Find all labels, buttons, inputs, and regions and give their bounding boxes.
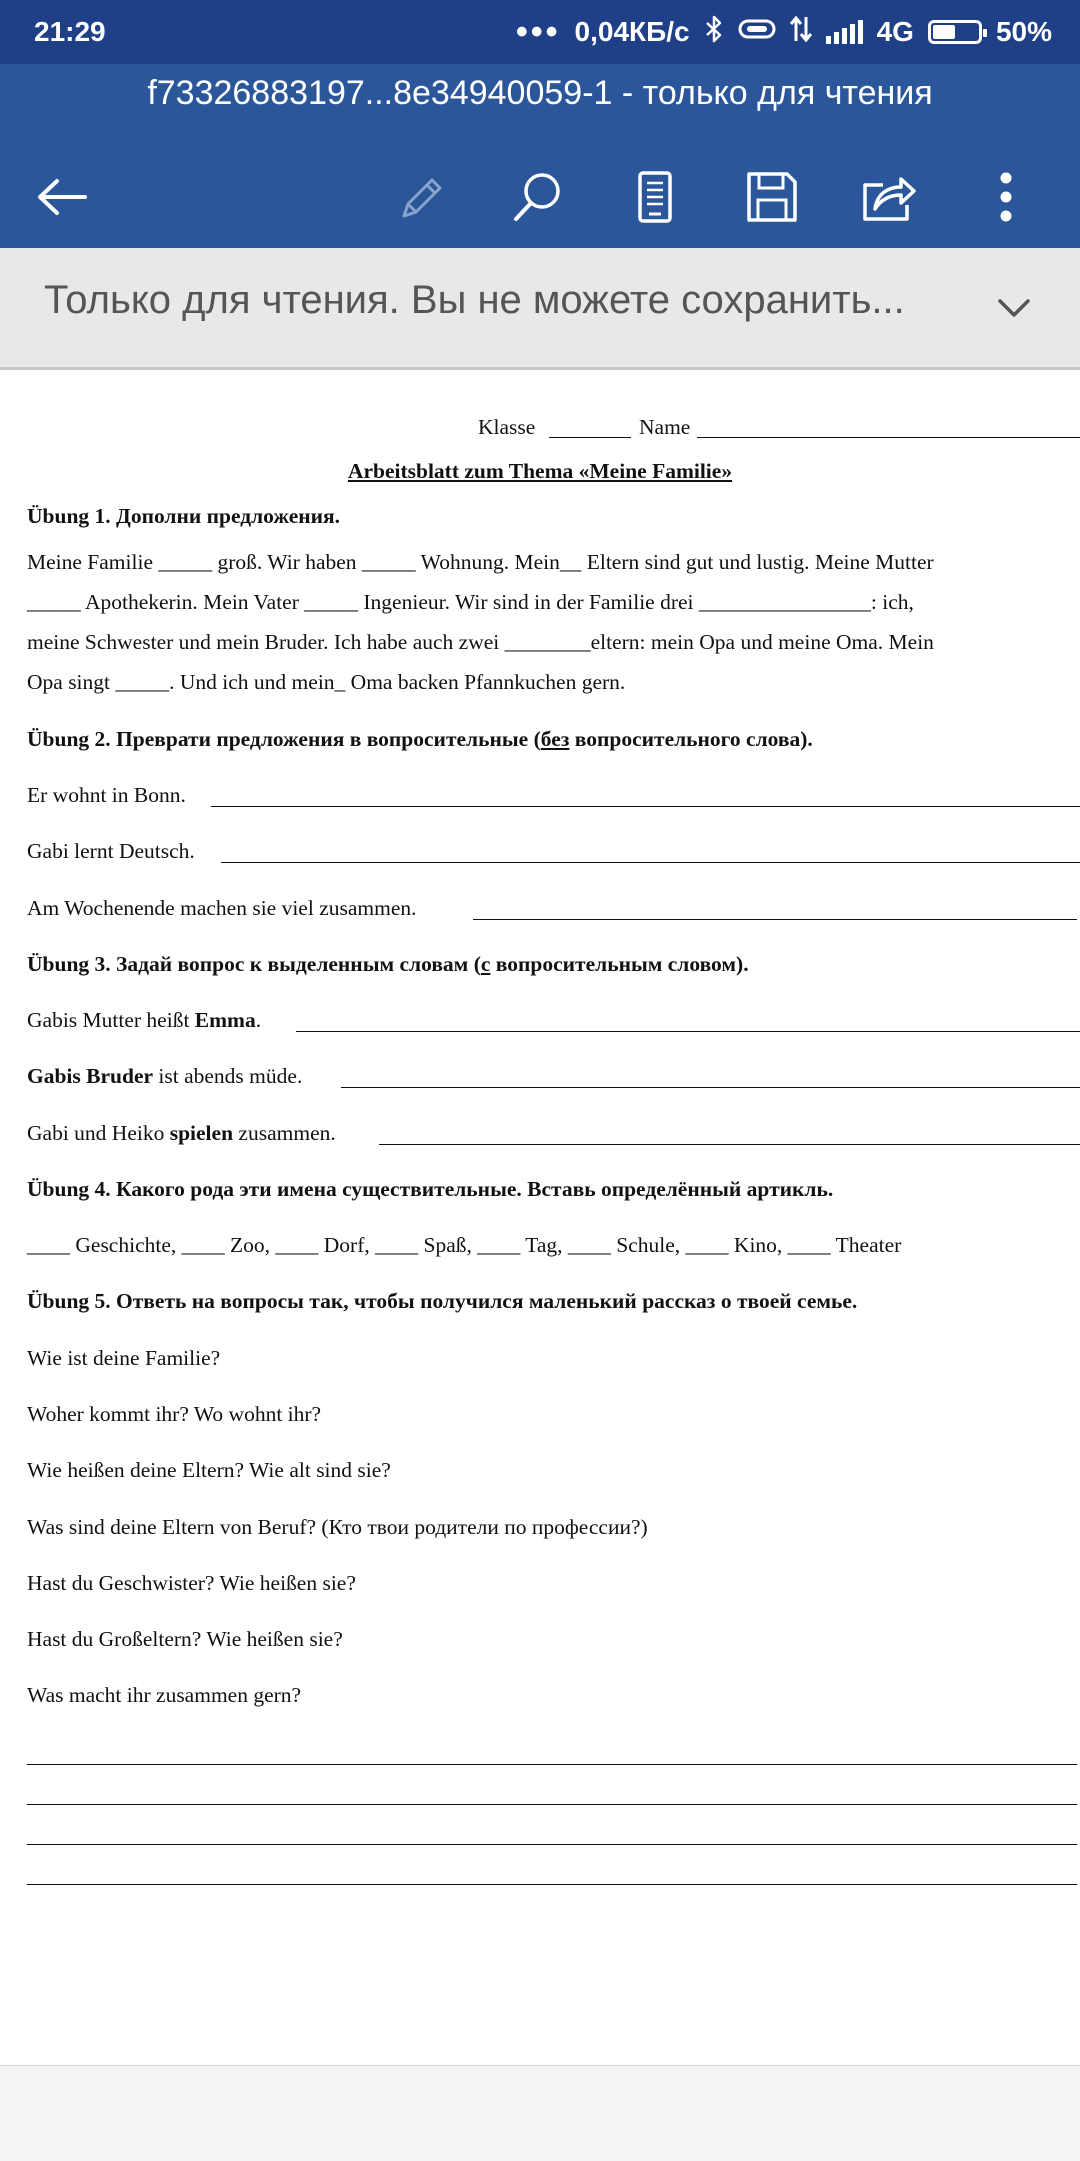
item-text: ist abends müde. bbox=[153, 1064, 303, 1088]
item-text: Gabis Mutter heißt bbox=[27, 1008, 195, 1032]
highlighted-word: spielen bbox=[169, 1121, 234, 1145]
exercise-5-question: Wie heißen deine Eltern? Wie alt sind sie? bbox=[27, 1458, 391, 1482]
klasse-label: Klasse bbox=[478, 415, 536, 439]
exercise-3-title bbox=[27, 952, 749, 977]
klasse-blank bbox=[549, 437, 631, 438]
battery-percent: 50% bbox=[995, 16, 1052, 47]
bluetooth-icon bbox=[704, 15, 724, 50]
answer-line[interactable] bbox=[211, 806, 1080, 807]
network-speed: 0,04КБ/с bbox=[574, 16, 690, 47]
exercise-3-title-end: вопросительным словом). bbox=[490, 952, 749, 976]
battery-icon bbox=[928, 20, 982, 44]
answer-line[interactable] bbox=[296, 1031, 1080, 1032]
exercise-3-title-underlined: с bbox=[480, 952, 491, 976]
item-text: zusammen. bbox=[233, 1121, 336, 1145]
readonly-banner[interactable] bbox=[0, 248, 1080, 370]
exercise-2-title-start: Übung 2. Преврати предложения в вопросительные ( bbox=[27, 727, 541, 751]
exercise-1-line: Opa singt _____. Und ich und mein_ Oma backen Pfannkuchen gern. bbox=[27, 670, 626, 694]
exercise-5-question: Was macht ihr zusammen gern? bbox=[27, 1683, 302, 1707]
save-icon bbox=[746, 171, 798, 223]
exercise-5-question: Was sind deine Eltern von Beruf? (Кто твои родители по профессии?) bbox=[27, 1515, 648, 1539]
back-button[interactable] bbox=[22, 152, 102, 242]
search-button[interactable] bbox=[498, 152, 578, 242]
more-vertical-icon bbox=[998, 171, 1014, 223]
name-blank bbox=[697, 437, 1080, 438]
reading-view-icon bbox=[635, 170, 675, 224]
status-indicators bbox=[516, 15, 1052, 50]
exercise-1-line: _____ Apothekerin. Mein Vater _____ Ingenieur. Wir sind in der Familie drei ________________: ich, bbox=[27, 590, 914, 614]
save-button[interactable] bbox=[732, 152, 812, 242]
signal-icon bbox=[826, 20, 863, 44]
answer-line[interactable] bbox=[379, 1144, 1080, 1145]
exercise-3-item-1 bbox=[27, 1008, 261, 1033]
exercise-2-title-end: вопросительного слова). bbox=[569, 727, 813, 751]
highlighted-word: Gabis Bruder bbox=[27, 1064, 154, 1088]
answer-line[interactable] bbox=[221, 862, 1080, 863]
status-bar bbox=[0, 0, 1080, 64]
exercise-5-question: Hast du Geschwister? Wie heißen sie? bbox=[27, 1571, 356, 1595]
worksheet-title: Arbeitsblatt zum Thema «Meine Familie» bbox=[347, 459, 733, 483]
exercise-1-line: meine Schwester und mein Bruder. Ich habe auch zwei ________eltern: mein Opa und meine Oma. Mein bbox=[27, 630, 934, 654]
share-icon bbox=[861, 171, 917, 223]
exercise-2-title bbox=[27, 727, 813, 752]
item-text: . bbox=[255, 1008, 262, 1032]
exercise-3-item-2 bbox=[27, 1064, 302, 1089]
reading-view-button[interactable] bbox=[615, 152, 695, 242]
battery-fill bbox=[933, 25, 955, 39]
readonly-banner-text: Только для чтения. Вы не можете сохранить... bbox=[44, 278, 905, 322]
exercise-5-question: Hast du Großeltern? Wie heißen sie? bbox=[27, 1627, 343, 1651]
notification-dots: ••• bbox=[515, 13, 561, 51]
highlighted-word: Emma bbox=[194, 1008, 256, 1032]
exercise-2-item-2: Gabi lernt Deutsch. bbox=[27, 839, 195, 863]
app-header bbox=[0, 64, 1080, 248]
edit-button[interactable] bbox=[381, 152, 461, 242]
status-time: 21:29 bbox=[34, 16, 106, 47]
network-type: 4G bbox=[876, 16, 914, 47]
chevron-down-icon[interactable] bbox=[992, 286, 1036, 330]
exercise-2-title-underlined: без bbox=[540, 727, 570, 751]
pencil-icon bbox=[394, 170, 448, 224]
writing-line[interactable] bbox=[27, 1804, 1077, 1805]
data-arrows-icon bbox=[790, 15, 812, 50]
toolbar bbox=[0, 152, 1080, 242]
share-button[interactable] bbox=[849, 152, 929, 242]
writing-line[interactable] bbox=[27, 1764, 1077, 1765]
more-options-button[interactable] bbox=[966, 152, 1046, 242]
link-icon bbox=[738, 16, 776, 49]
document-title: f73326883197...8e34940059-1 - только для чтения bbox=[147, 74, 933, 112]
exercise-2-item-3: Am Wochenende machen sie viel zusammen. bbox=[27, 896, 417, 920]
exercise-3-title-start: Übung 3. Задай вопрос к выделенным словам ( bbox=[27, 952, 481, 976]
exercise-1-title: Übung 1. Дополни предложения. bbox=[27, 504, 341, 528]
answer-line[interactable] bbox=[473, 919, 1077, 920]
exercise-5-title: Übung 5. Ответь на вопросы так, чтобы получился маленький рассказ о твоей семье. bbox=[27, 1289, 858, 1313]
exercise-3-item-3 bbox=[27, 1121, 336, 1146]
search-icon bbox=[510, 169, 566, 225]
exercise-4-articles: ____ Geschichte, ____ Zoo, ____ Dorf, ____ Spaß, ____ Tag, ____ Schule, ____ Kino, ____ Theater bbox=[27, 1233, 902, 1257]
page-gap bbox=[0, 2065, 1080, 2161]
item-text: Gabi und Heiko bbox=[27, 1121, 170, 1145]
exercise-4-title: Übung 4. Какого рода эти имена существительные. Вставь определённый артикль. bbox=[27, 1177, 834, 1201]
writing-line[interactable] bbox=[27, 1884, 1077, 1885]
exercise-2-item-1: Er wohnt in Bonn. bbox=[27, 783, 186, 807]
exercise-5-question: Wie ist deine Familie? bbox=[27, 1346, 221, 1370]
exercise-1-text bbox=[27, 542, 1062, 702]
document-page[interactable] bbox=[0, 370, 1080, 2065]
klasse-name-line bbox=[478, 415, 1080, 440]
writing-line[interactable] bbox=[27, 1844, 1077, 1845]
back-arrow-icon bbox=[35, 177, 89, 217]
answer-line[interactable] bbox=[341, 1087, 1080, 1088]
exercise-1-line: Meine Familie _____ groß. Wir haben _____ Wohnung. Mein__ Eltern sind gut und lustig. Meine Mutter bbox=[27, 550, 934, 574]
exercise-5-question: Woher kommt ihr? Wo wohnt ihr? bbox=[27, 1402, 322, 1426]
name-label: Name bbox=[639, 415, 691, 439]
